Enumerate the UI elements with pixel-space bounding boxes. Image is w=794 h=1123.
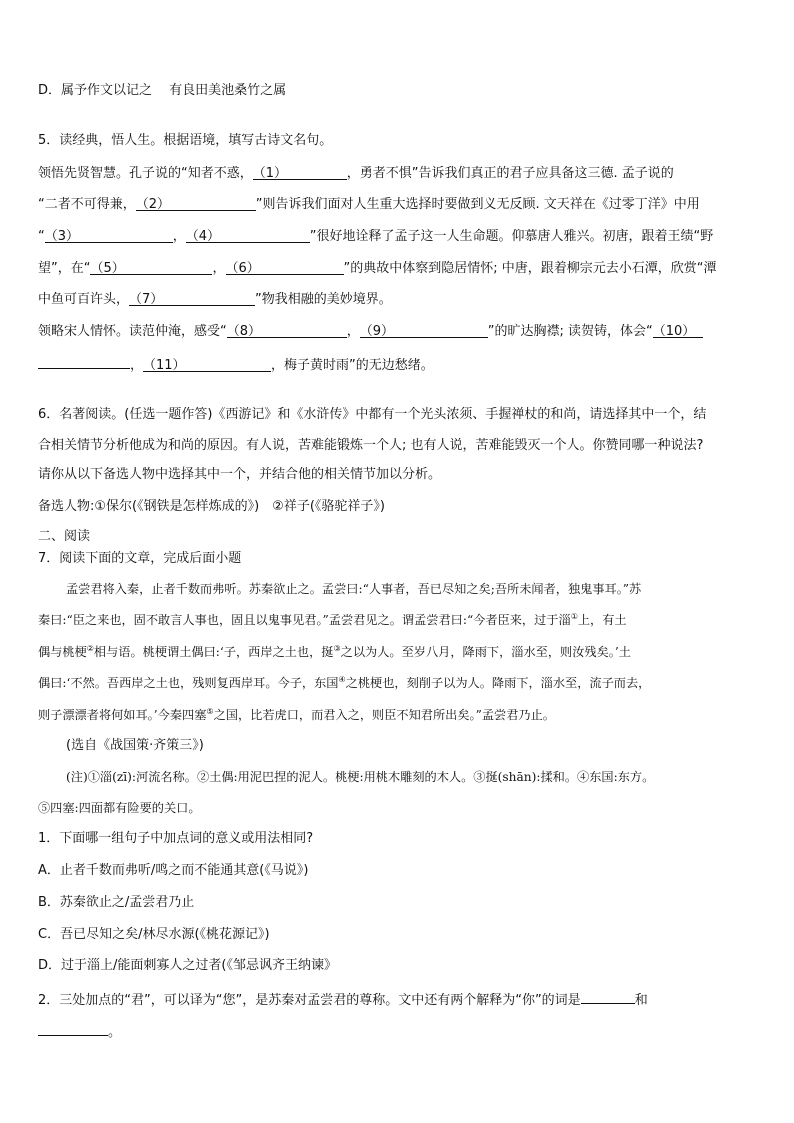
blank-9[interactable]: （9） — [360, 323, 488, 338]
blank-6[interactable]: （6） — [226, 260, 344, 275]
q6-line-2: 合相关情节分析他成为和尚的原因。有人说，苦难能锻炼一个人; 也有人说，苦难能毁灭一个人。你赞同哪一种说法? — [38, 438, 704, 453]
option-b[interactable]: B．苏秦欲止之/孟尝君乃止 — [38, 895, 195, 910]
notes-line-1: (注)①淄(zī):河流名称。②土偶:用泥巴捏的泥人。桃梗:用桃木雕刻的木人。③挻(shān):揉和。④东国:东方。 — [66, 770, 655, 784]
q7-heading: 7．阅读下面的文章，完成后面小题 — [38, 551, 242, 566]
passage-line-4: 偶曰:‘不然。吾西岸之土也，残则复西岸耳。今子，东国④之桃梗也，刻削子以为人。降雨下，淄水至，流子而去， — [38, 674, 651, 690]
passage-line-2: 秦曰:“臣之来也，固不敢言人事也，固且以鬼事见君。”孟尝君见之。谓孟尝君曰:“今者臣来，过于淄①上，有土 — [38, 611, 627, 627]
q5-line-4: 望”，在“（5） ，（6） ”的典故中体察到隐居情怀; 中唐，跟着柳宗元去小石潭，欣赏“潭 — [38, 261, 717, 276]
blank-11[interactable]: （11） — [143, 357, 271, 372]
blank-5[interactable]: （5） — [90, 260, 212, 275]
option-a[interactable]: A．止者千数而弗听/鸣之而不能通其意(《马说》) — [38, 863, 309, 878]
q5-line-3: “（3） ，（4） ”很好地诠释了孟子这一人生命题。仰慕唐人雅兴。初唐，跟着王绩“野 — [38, 229, 714, 244]
q6-line-4: 备选人物:①保尔(《钢铁是怎样炼成的》) ②祥子(《骆驼祥子》) — [38, 499, 385, 514]
option-d-prev: D．属予作文以记之 有良田美池桑竹之属 — [38, 83, 287, 98]
blank-3[interactable]: （3） — [45, 228, 173, 243]
subquestion-2-cont: 。 — [38, 1021, 121, 1042]
passage-source: (选自《战国策·齐策三》) — [66, 738, 204, 753]
answer-blank-2[interactable] — [38, 1021, 108, 1036]
subquestion-2: 2．三处加点的“君”，可以译为“您”，是苏秦对孟尝君的尊称。文中还有两个解释为“你”的词是 和 — [38, 989, 648, 1010]
section-heading: 二、阅读 — [38, 529, 91, 544]
passage-line-1: 孟尝君将入秦，止者千数而弗听。苏秦欲止之。孟尝曰:“人事者，吾已尽知之矣;吾所未闻者，独鬼事耳。”苏 — [66, 582, 642, 596]
q5-line-5: 中鱼可百许头，（7） ”物我相融的美妙境界。 — [38, 292, 392, 307]
option-d[interactable]: D．过于淄上/能面刺寡人之过者(《邹忌讽齐王纳谏》 — [38, 958, 337, 973]
blank-1[interactable]: （1） — [253, 165, 347, 180]
notes-line-2: ⑤四塞:四面都有险要的关口。 — [38, 801, 201, 815]
passage-line-3: 偶与桃梗②相与语。桃梗谓土偶曰:‘子，西岸之土也，挻③之以为人。至岁八月，降雨下，淄水至，则汝残矣。’土 — [38, 643, 631, 659]
blank-10-cont[interactable] — [38, 354, 130, 369]
blank-7[interactable]: （7） — [129, 291, 255, 306]
blank-8[interactable]: （8） — [227, 323, 347, 338]
passage-line-5: 则子漂漂者将何如耳。’今秦四塞⑤之国，比若虎口，而君入之，则臣不知君所出矣。”孟尝君乃止。 — [38, 706, 555, 722]
blank-4[interactable]: （4） — [186, 228, 310, 243]
blank-2[interactable]: （2） — [136, 196, 256, 211]
option-c[interactable]: C．吾已尽知之矣/林尽水源(《桃花源记》) — [38, 927, 270, 942]
q5-heading: 5．读经典，悟人生。根据语境，填写古诗文名句。 — [38, 133, 333, 148]
q5-line-2: “二者不可得兼，（2） ”则告诉我们面对人生重大选择时要做到义无反顾. 文天祥在《过零丁洋》中用 — [38, 197, 700, 212]
q5-line-7: ，（11） ，梅子黄时雨”的无边愁绪。 — [38, 354, 434, 375]
answer-blank-1[interactable] — [581, 989, 635, 1004]
q6-line-3: 请你从以下备选人物中选择其中一个，并结合他的相关情节加以分析。 — [38, 467, 442, 482]
subquestion-1: 1．下面哪一组句子中加点词的意义或用法相同? — [38, 831, 314, 846]
q5-line-6: 领略宋人情怀。读范仲淹，感受“（8） ，（9） ”的旷达胸襟; 读贺铸，体会“（10） — [38, 323, 703, 341]
blank-10[interactable]: （10） — [653, 323, 703, 338]
q5-line-1: 领悟先贤智慧。孔子说的“知者不惑，（1） ，勇者不惧”告诉我们真正的君子应具备这三德. 孟子说的 — [38, 166, 674, 181]
q6-line-1: 6．名著阅读。(任选一题作答)《西游记》和《水浒传》中都有一个光头浓须、手握禅杖的和尚，请选择其中一个，结 — [38, 407, 707, 422]
